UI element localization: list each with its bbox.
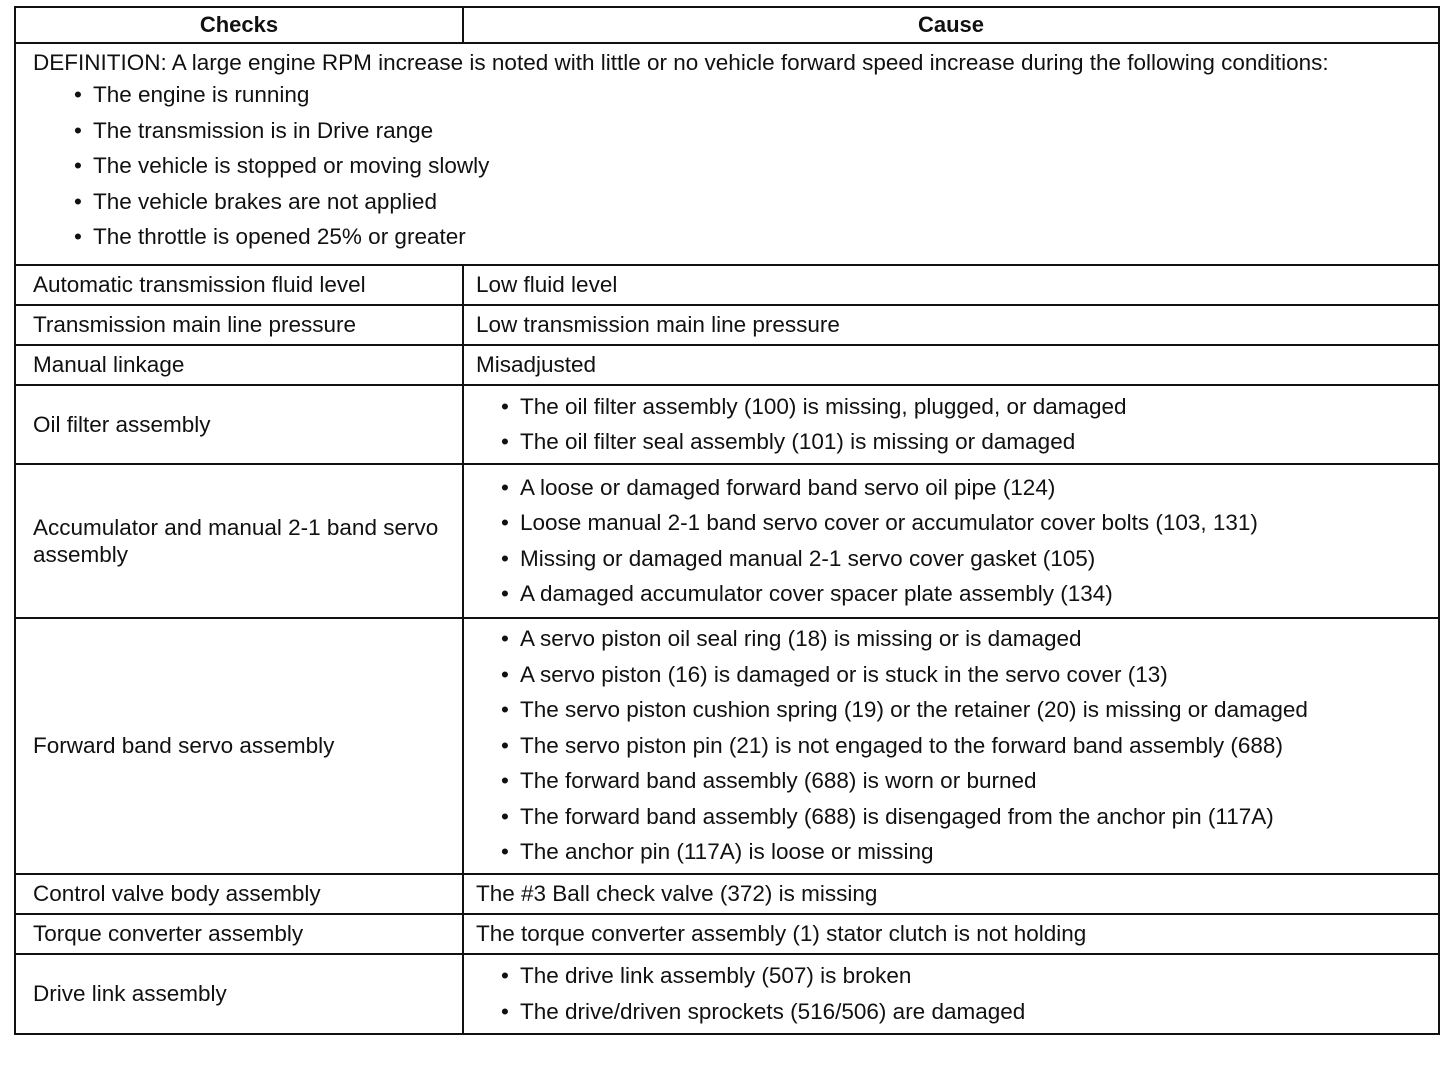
table-row bbox=[15, 464, 1439, 618]
cause-list bbox=[498, 389, 1438, 460]
condition-item: • The vehicle is stopped or moving slowly bbox=[71, 153, 1422, 189]
cause-item: • The forward band assembly (688) is worn or burned bbox=[498, 763, 1438, 799]
condition-item: • The vehicle brakes are not applied bbox=[71, 189, 1422, 225]
cause-item: • The servo piston cushion spring (19) or the retainer (20) is missing or damaged bbox=[498, 692, 1438, 728]
table-row bbox=[15, 618, 1439, 874]
check-cell: Accumulator and manual 2-1 band servo assembly bbox=[15, 464, 463, 618]
cause-item: • A servo piston (16) is damaged or is stuck in the servo cover (13) bbox=[498, 657, 1438, 693]
cause-cell bbox=[463, 954, 1439, 1034]
condition-item: • The transmission is in Drive range bbox=[71, 118, 1422, 154]
cause-item: • The drive/driven sprockets (516/506) are damaged bbox=[498, 994, 1438, 1030]
cause-item: • The oil filter assembly (100) is missing, plugged, or damaged bbox=[498, 389, 1438, 425]
check-cell: Control valve body assembly bbox=[15, 874, 463, 914]
cause-cell bbox=[463, 464, 1439, 618]
definition-row bbox=[15, 43, 1439, 265]
cause-cell bbox=[463, 618, 1439, 874]
cause-item: • Loose manual 2-1 band servo cover or accumulator cover bolts (103, 131) bbox=[498, 505, 1438, 541]
table-row bbox=[15, 914, 1439, 954]
cause-cell bbox=[463, 385, 1439, 464]
diagnosis-table bbox=[14, 6, 1440, 1035]
cause-item: • A servo piston oil seal ring (18) is missing or is damaged bbox=[498, 621, 1438, 657]
cause-item: • A loose or damaged forward band servo oil pipe (124) bbox=[498, 470, 1438, 506]
check-cell: Torque converter assembly bbox=[15, 914, 463, 954]
cause-cell: Low transmission main line pressure bbox=[463, 305, 1439, 345]
cause-cell: Low fluid level bbox=[463, 265, 1439, 305]
header-row bbox=[15, 7, 1439, 43]
cause-list bbox=[498, 958, 1438, 1029]
cause-item: • A damaged accumulator cover spacer plate assembly (134) bbox=[498, 576, 1438, 612]
table-row bbox=[15, 265, 1439, 305]
table-row bbox=[15, 874, 1439, 914]
condition-item: • The throttle is opened 25% or greater bbox=[71, 224, 1422, 260]
table-row bbox=[15, 954, 1439, 1034]
cause-item: • Missing or damaged manual 2-1 servo cover gasket (105) bbox=[498, 541, 1438, 577]
cause-cell: The torque converter assembly (1) stator clutch is not holding bbox=[463, 914, 1439, 954]
table-row bbox=[15, 305, 1439, 345]
cause-item: • The servo piston pin (21) is not engaged to the forward band assembly (688) bbox=[498, 728, 1438, 764]
check-cell: Manual linkage bbox=[15, 345, 463, 385]
check-cell: Drive link assembly bbox=[15, 954, 463, 1034]
table-row bbox=[15, 345, 1439, 385]
conditions-list bbox=[71, 82, 1422, 260]
cause-item: • The oil filter seal assembly (101) is missing or damaged bbox=[498, 424, 1438, 460]
check-cell: Oil filter assembly bbox=[15, 385, 463, 464]
cause-item: • The anchor pin (117A) is loose or missing bbox=[498, 834, 1438, 870]
definition-cell bbox=[15, 43, 1439, 265]
check-cell: Forward band servo assembly bbox=[15, 618, 463, 874]
cause-item: • The drive link assembly (507) is broken bbox=[498, 958, 1438, 994]
cause-cell: Misadjusted bbox=[463, 345, 1439, 385]
cause-item: • The forward band assembly (688) is disengaged from the anchor pin (117A) bbox=[498, 799, 1438, 835]
definition-text: DEFINITION: A large engine RPM increase is noted with little or no vehicle forward speed increase during the following conditions: bbox=[33, 50, 1329, 75]
check-cell: Transmission main line pressure bbox=[15, 305, 463, 345]
condition-item: • The engine is running bbox=[71, 82, 1422, 118]
check-cell: Automatic transmission fluid level bbox=[15, 265, 463, 305]
table-row bbox=[15, 385, 1439, 464]
cause-cell: The #3 Ball check valve (372) is missing bbox=[463, 874, 1439, 914]
cause-list bbox=[498, 621, 1438, 870]
cause-header: Cause bbox=[463, 7, 1439, 43]
checks-header: Checks bbox=[15, 7, 463, 43]
cause-list bbox=[498, 470, 1438, 612]
